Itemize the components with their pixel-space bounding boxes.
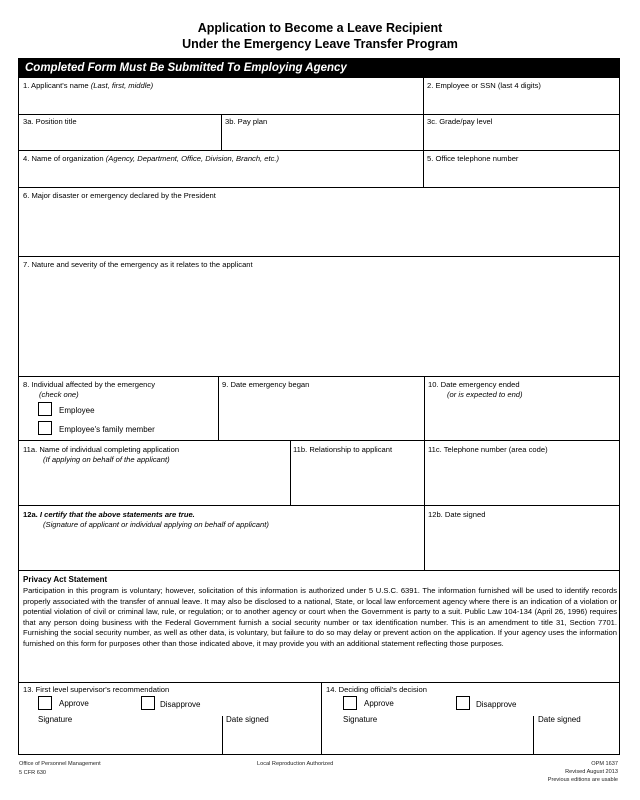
completing-name-hint: (If applying on behalf of the applicant)	[43, 455, 170, 464]
family-member-checkbox[interactable]	[38, 421, 52, 435]
official-approve-checkbox[interactable]	[343, 696, 357, 710]
telephone-area-code-field[interactable]: 11c. Telephone number (area code)	[428, 445, 548, 454]
footer-agency: Office of Personnel Management	[19, 761, 101, 767]
divider	[290, 440, 291, 505]
certification-number: 12a.	[23, 510, 38, 519]
date-emergency-ended-field[interactable]: 10. Date emergency ended	[428, 380, 520, 389]
certification-statement: I certify that the above statements are true.	[39, 510, 195, 519]
submission-banner: Completed Form Must Be Submitted To Employing Agency	[19, 59, 619, 77]
applicant-name-label: 1. Applicant's name	[23, 81, 91, 90]
completing-name-field[interactable]: 11a. Name of individual completing application	[23, 445, 180, 454]
date-emergency-began-field[interactable]: 9. Date emergency began	[222, 380, 310, 389]
rule	[19, 440, 619, 441]
official-disapprove-checkbox[interactable]	[456, 696, 470, 710]
divider	[423, 150, 424, 187]
supervisor-disapprove-label: Disapprove	[160, 700, 201, 709]
grade-pay-level-field[interactable]: 3c. Grade/pay level	[427, 117, 493, 126]
footer-form-number: OPM 1637	[591, 761, 618, 767]
pay-plan-field[interactable]: 3b. Pay plan	[225, 117, 268, 126]
supervisor-disapprove-checkbox[interactable]	[141, 696, 155, 710]
supervisor-approve-checkbox[interactable]	[38, 696, 52, 710]
signature-hint: (Signature of applicant or individual applying on behalf of applicant)	[43, 520, 269, 529]
form-title-line2: Under the Emergency Leave Transfer Program	[182, 37, 458, 51]
employee-ssn-field[interactable]: 2. Employee or SSN (last 4 digits)	[427, 81, 541, 90]
rule	[19, 187, 619, 188]
divider	[423, 114, 424, 150]
applicant-name-hint: (Last, first, middle)	[90, 81, 154, 90]
rule	[19, 114, 619, 115]
leave-recipient-form	[18, 58, 620, 755]
footer-reproduction: Local Reproduction Authorized	[257, 761, 334, 767]
official-signature-field[interactable]: Signature	[343, 715, 378, 724]
official-approve-label: Approve	[364, 699, 394, 708]
rule	[19, 682, 619, 683]
deciding-official-label: 14. Deciding official's decision	[326, 685, 427, 694]
rule	[19, 150, 619, 151]
rule	[19, 256, 619, 257]
official-disapprove-label: Disapprove	[476, 700, 517, 709]
divider	[423, 77, 424, 114]
divider	[424, 440, 425, 505]
divider	[218, 376, 219, 440]
individual-affected-label: 8. Individual affected by the emergency	[23, 380, 155, 389]
supervisor-signature-field[interactable]: Signature	[38, 715, 73, 724]
divider	[533, 716, 534, 755]
organization-label: 4. Name of organization	[23, 154, 106, 163]
footer-cfr: 5 CFR 630	[19, 770, 47, 776]
divider	[321, 682, 322, 755]
expected-end-hint: (or is expected to end)	[447, 390, 523, 399]
emergency-nature-field[interactable]: 7. Nature and severity of the emergency as it relates to the applicant	[23, 260, 253, 269]
organization-hint: (Agency, Department, Office, Division, Branch, etc.)	[105, 154, 280, 163]
position-title-field[interactable]: 3a. Position title	[23, 117, 77, 126]
divider	[424, 376, 425, 440]
divider	[222, 716, 223, 755]
check-one-hint: (check one)	[39, 390, 79, 399]
supervisor-approve-label: Approve	[59, 699, 89, 708]
rule	[19, 77, 619, 78]
privacy-act-title: Privacy Act Statement	[23, 575, 108, 584]
certification-field[interactable]	[23, 510, 195, 520]
relationship-field[interactable]: 11b. Relationship to applicant	[293, 445, 393, 454]
privacy-act-text: Participation in this program is voluntary; however, solicitation of this information is authorized under 5 U.S.C. 6391. The information furnished will be used to identify records properly associated with the transfer of annual leave. It may also be disclosed to a national, State, or local law enforcement agency where there is an indication of a violation or potential violation of civil or criminal law, rule, or regulation; or to another agency or court when the Government is party to a suit. Public Law 104-134 (April 26, 1996) requires that any person doing business with the Federal Government furnish a social security number or tax identification number. This is an amendment to title 31, Section 7701. Furnishing the social security number, as well as other data, is voluntary, but failure to do so may delay or prevent action on the application. If your agency uses the information furnished on this form for purposes other than those indicated above, it may provide you with an additional statement reflecting those purposes.	[23, 586, 617, 648]
official-date-signed-field[interactable]: Date signed	[538, 715, 581, 724]
applicant-name-field[interactable]	[23, 81, 153, 91]
rule	[19, 505, 619, 506]
major-disaster-field[interactable]: 6. Major disaster or emergency declared by the President	[23, 191, 216, 200]
office-telephone-field[interactable]: 5. Office telephone number	[427, 154, 519, 163]
employee-option-label: Employee	[59, 406, 95, 415]
rule	[19, 570, 619, 571]
date-signed-field[interactable]: 12b. Date signed	[428, 510, 486, 519]
form-title-line1: Application to Become a Leave Recipient	[197, 21, 443, 35]
footer-previous-editions: Previous editions are usable	[547, 777, 618, 783]
rule	[19, 376, 619, 377]
family-member-option-label: Employee's family member	[59, 425, 155, 434]
footer-revised: Revised August 2013	[565, 769, 618, 775]
organization-field[interactable]	[23, 154, 279, 164]
supervisor-recommendation-label: 13. First level supervisor's recommendation	[23, 685, 170, 694]
employee-checkbox[interactable]	[38, 402, 52, 416]
divider	[424, 505, 425, 570]
divider	[221, 114, 222, 150]
supervisor-date-signed-field[interactable]: Date signed	[226, 715, 269, 724]
